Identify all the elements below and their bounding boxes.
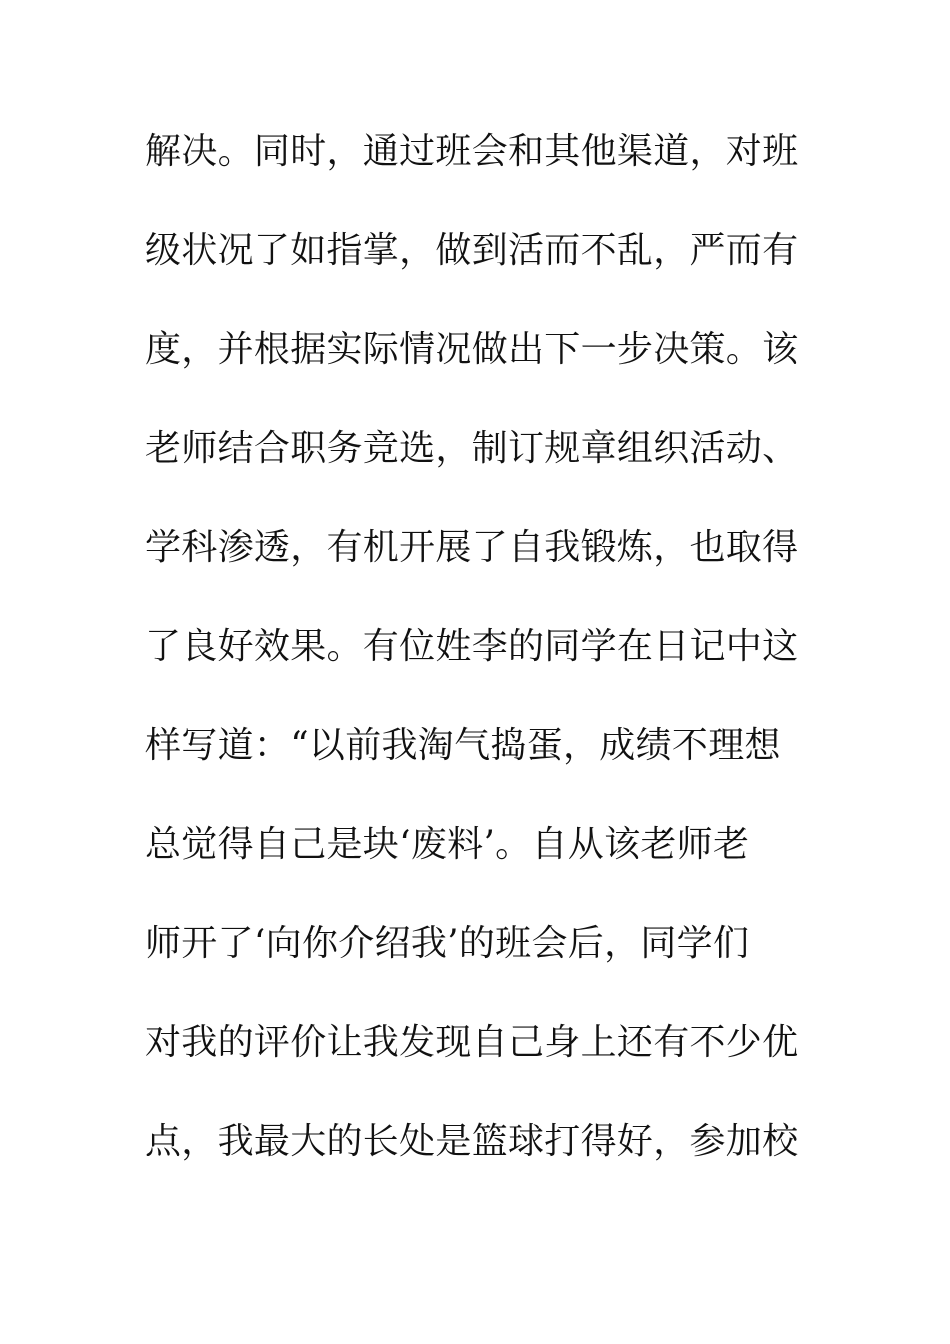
text-line: 了良好效果。有位姓李的同学在日记中这 [145,626,799,667]
text-line: 度，并根据实际情况做出下一步决策。该 [145,329,799,370]
text-line: 级状况了如指掌，做到活而不乱，严而有 [145,230,799,271]
text-line: 样写道：“以前我淘气捣蛋，成绩不理想 [145,725,781,766]
text-line: 学科渗透，有机开展了自我锻炼，也取得 [145,527,799,568]
text-line: 总觉得自己是块‘废料’。自从该老师老 [145,824,750,865]
text-line: 点，我最大的长处是篮球打得好，参加校 [145,1121,799,1162]
text-line: 老师结合职务竞选，制订规章组织活动、 [145,428,799,469]
text-line: 师开了‘向你介绍我’的班会后，同学们 [145,923,750,964]
body-text [145,122,825,1211]
text-line: 对我的评价让我发现自己身上还有不少优 [145,1022,799,1063]
text-line: 解决。同时，通过班会和其他渠道，对班 [145,131,799,172]
